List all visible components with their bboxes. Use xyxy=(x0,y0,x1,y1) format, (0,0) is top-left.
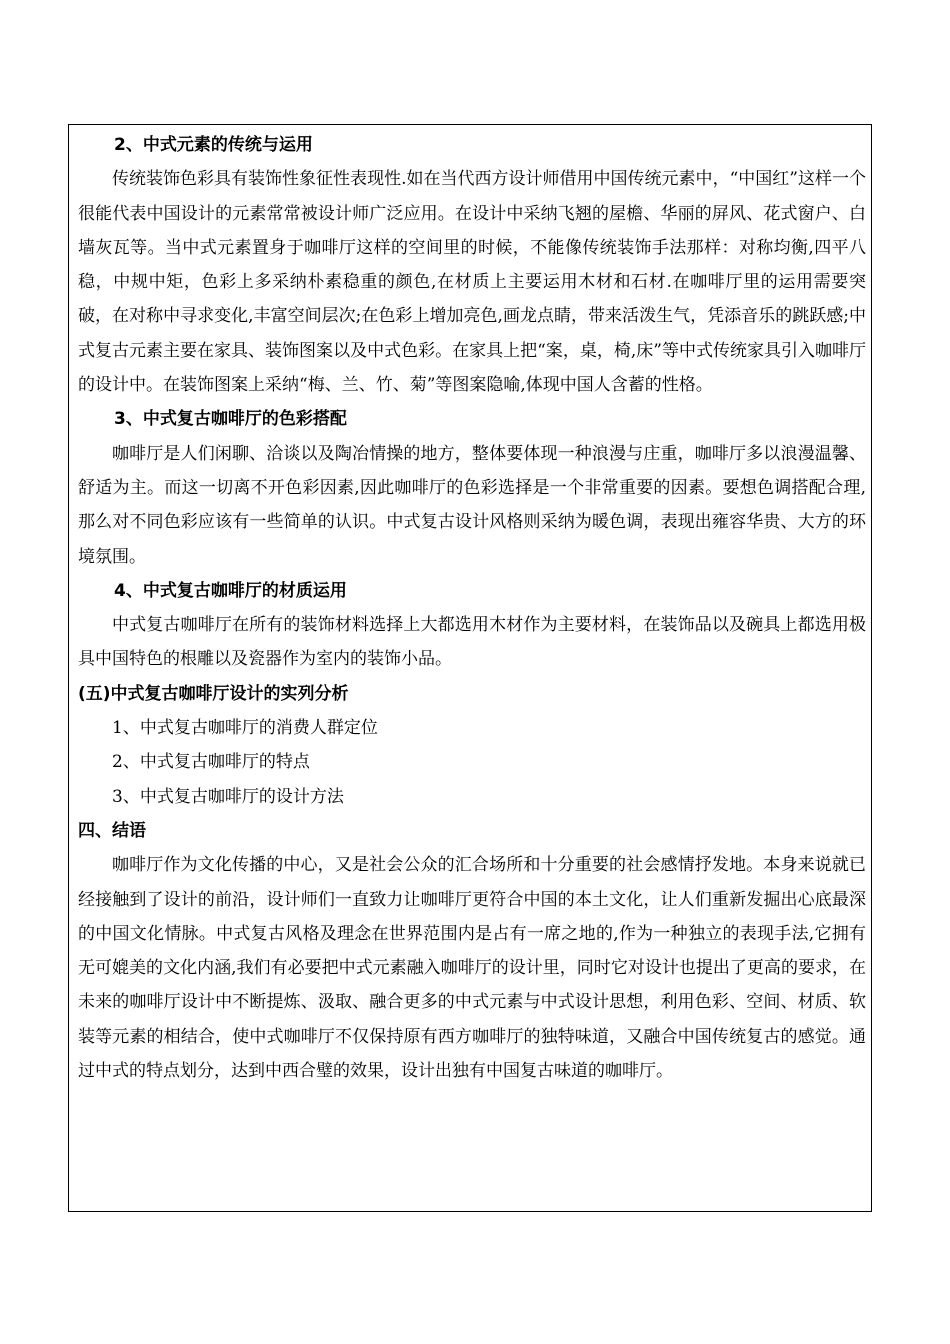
section-5-item: 2、中式复古咖啡厅的特点 xyxy=(112,752,310,773)
section-5-item: 3、中式复古咖啡厅的设计方法 xyxy=(112,786,344,807)
section-4-paragraph: 中式复古咖啡厅在所有的装饰材料选择上大都选用木材作为主要材料，在装饰品以及碗具上都选用极具中国特色的根雕以及瓷器作为室内的装饰小品。 xyxy=(78,615,866,670)
section-5-heading: (五)中式复古咖啡厅设计的实列分析 xyxy=(78,683,349,704)
section-2-heading: 2、中式元素的传统与运用 xyxy=(114,135,313,155)
section-2-paragraph: 传统装饰色彩具有装饰性象征性表现性.如在当代西方设计师借用中国传统元素中，“中国红”这样一个很能代表中国设计的元素常常被设计师广泛应用。在设计中采纳飞翘的屋檐、华丽的屏风、花式窗户、白墙灰瓦等。当中式元素置身于咖啡厅这样的空间里的时候，不能像传统装饰手法那样：对称均衡,四平八稳，中规中矩，色彩上多采纳朴素稳重的颜色,在材质上主要运用木材和石材.在咖啡厅里的运用需要突破，在对称中寻求变化,丰富空间层次;在色彩上增加亮色,画龙点睛，带来活泼生气，凭添音乐的跳跃感;中式复古元素主要在家具、装饰图案以及中式色彩。在家具上把“案，桌，椅,床”等中式传统家具引入咖啡厅的设计中。在装饰图案上采纳“梅、兰、竹、菊”等图案隐喻,体现中国人含蓄的性格。 xyxy=(78,169,866,396)
section-3-paragraph: 咖啡厅是人们闲聊、洽谈以及陶冶情操的地方，整体要体现一种浪漫与庄重，咖啡厅多以浪漫温馨、舒适为主。而这一切离不开色彩因素,因此咖啡厅的色彩选择是一个非常重要的因素。要想色调搭配合理,那么对不同色彩应该有一些简单的认识。中式复古设计风格则采纳为暖色调，表现出雍容华贵、大方的环境氛围。 xyxy=(78,443,866,567)
document-body xyxy=(78,128,866,1088)
conclusion-heading: 四、结语 xyxy=(78,820,146,841)
section-3-heading: 3、中式复古咖啡厅的色彩搭配 xyxy=(114,409,347,430)
section-5-item: 1、中式复古咖啡厅的消费人群定位 xyxy=(112,718,378,739)
section-4-heading: 4、中式复古咖啡厅的材质运用 xyxy=(114,580,347,601)
conclusion-paragraph: 咖啡厅作为文化传播的中心，又是社会公众的汇合场所和十分重要的社会感情抒发地。本身来说就已经接触到了设计的前沿，设计师们一直致力让咖啡厅更符合中国的本土文化，让人们重新发掘出心底最深的中国文化情脉。中式复古风格及理念在世界范围内是占有一席之地的,作为一种独立的表现手法,它拥有无可媲美的文化内涵,我们有必要把中式元素融入咖啡厅的设计里，同时它对设计也提出了更高的要求，在未来的咖啡厅设计中不断提炼、汲取、融合更多的中式元素与中式设计思想，利用色彩、空间、材质、软装等元素的相结合，使中式咖啡厅不仅保持原有西方咖啡厅的独特味道，又融合中国传统复古的感觉。通过中式的特点划分，达到中西合璧的效果，设计出独有中国复古味道的咖啡厅。 xyxy=(78,855,866,1082)
